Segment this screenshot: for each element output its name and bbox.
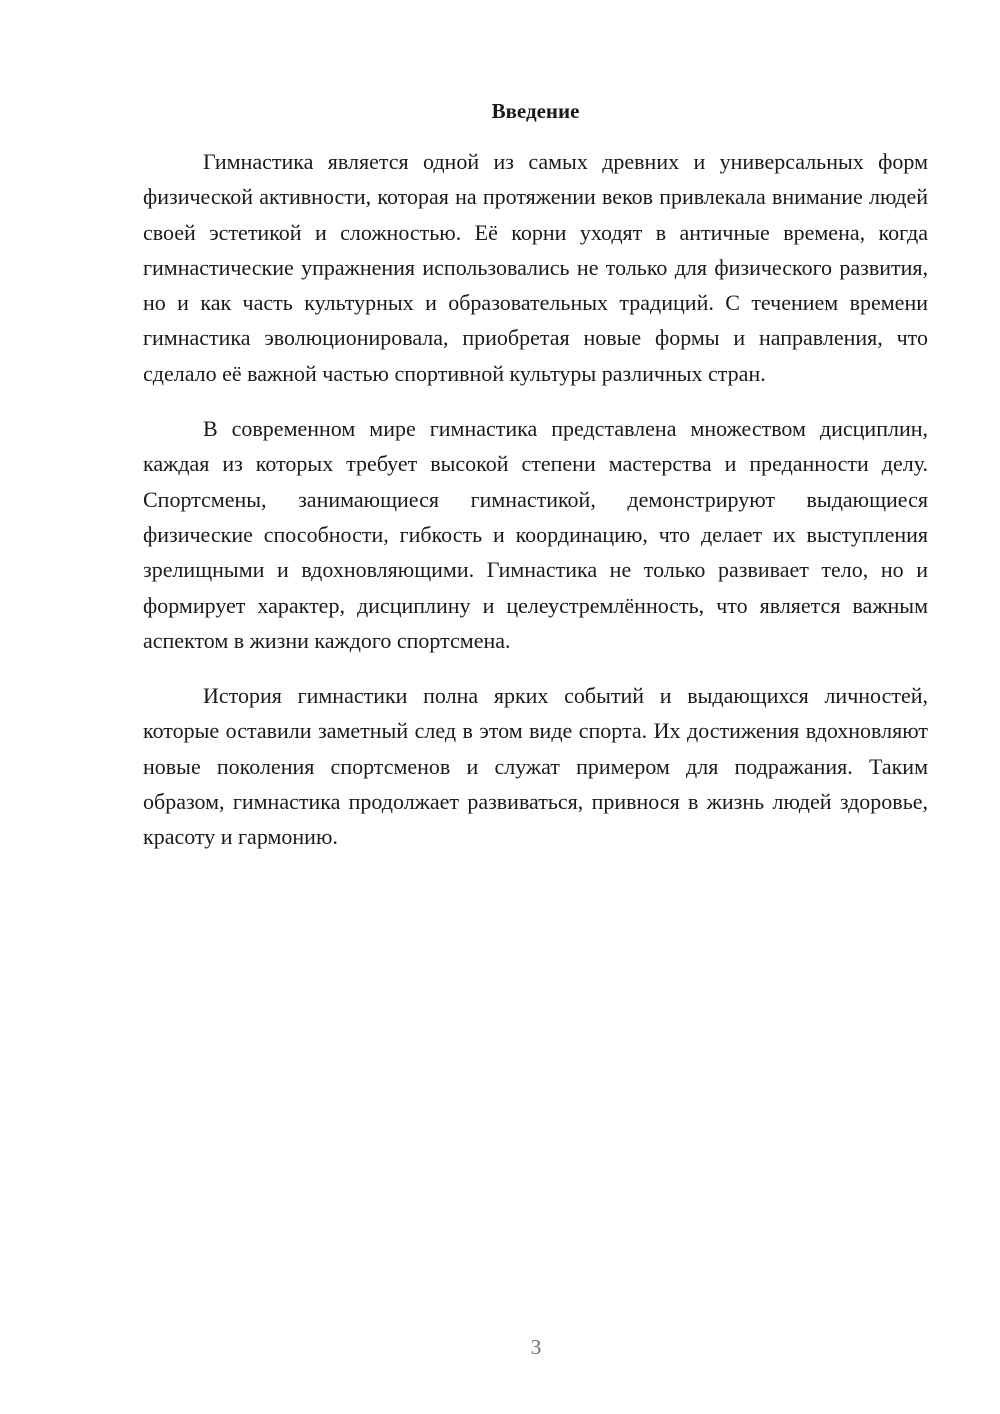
paragraph-3: История гимнастики полна ярких событий и выдающихся личностей, которые оставили заметный след в этом виде спорта. Их достижения вдохновляют новые поколения спортсменов и служат примером для подражания. Таким образом, гимнастика продолжает развиваться, привнося в жизнь людей здоровье, красоту и гармонию. [143,683,928,850]
section-title: Введение [491,99,580,123]
body-text [143,144,928,875]
paragraph-2: В современном мире гимнастика представлена множеством дисциплин, каждая из которых требует высокой степени мастерства и преданности делу. Спортсмены, занимающиеся гимнастикой, демонстрируют выдающиеся физические способности, гибкость и координацию, что делает их выступления зрелищными и вдохновляющими. Гимнастика не только развивает тело, но и формирует характер, дисциплину и целеустремлённость, что является важным аспектом в жизни каждого спортсмена. [143,416,928,653]
page-number: 3 [530,1335,542,1359]
paragraph-1: Гимнастика является одной из самых древних и универсальных форм физической активности, которая на протяжении веков привлекала внимание людей своей эстетикой и сложностью. Её корни уходят в античные времена, когда гимнастические упражнения использовались не только для физического развития, но и как часть культурных и образовательных традиций. С течением времени гимнастика эволюционировала, приобретая новые формы и направления, что сделало её важной частью спортивной культуры различных стран. [143,149,928,386]
